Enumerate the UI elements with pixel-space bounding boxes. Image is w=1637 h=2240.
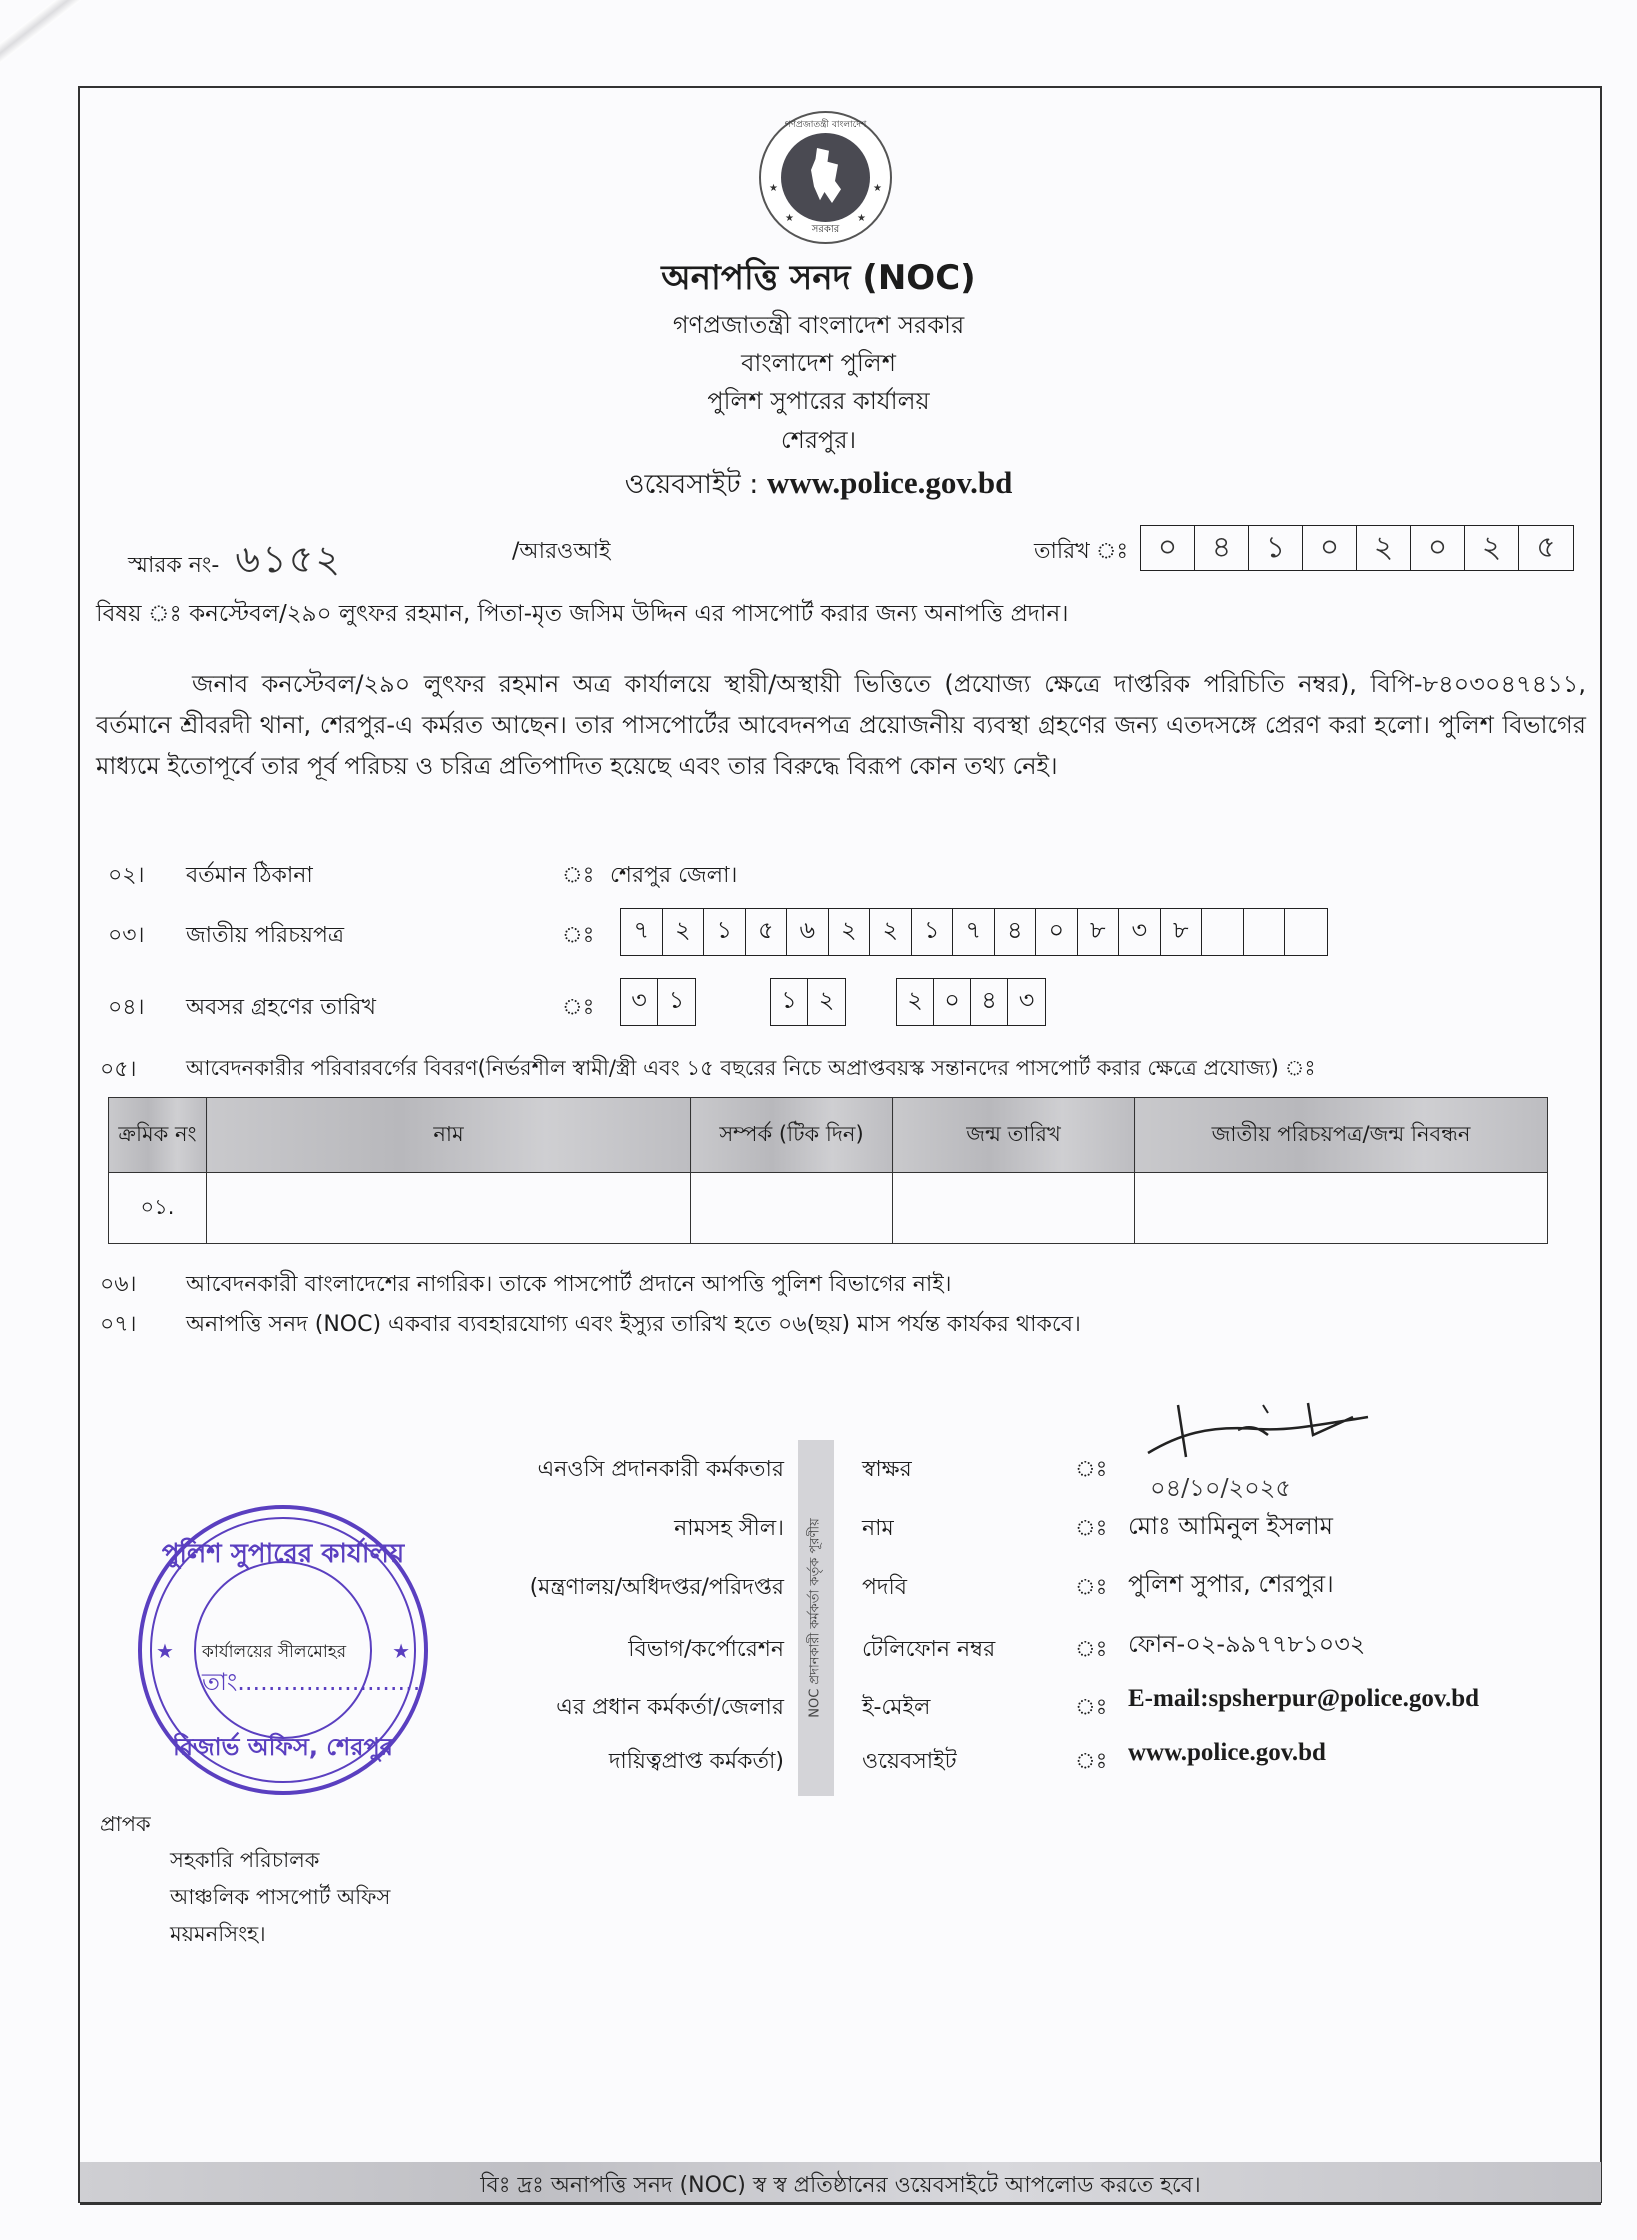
website-label: ওয়েবসাইট :	[624, 469, 767, 500]
cell-name[interactable]	[207, 1173, 691, 1244]
star-icon: ★	[873, 183, 882, 194]
recipient-line: সহকারি পরিচালক	[170, 1848, 320, 1872]
website-url[interactable]: www.police.gov.bd	[766, 465, 1013, 500]
nid-digit	[1244, 909, 1286, 955]
memo-number-value: ৬১৫২	[235, 537, 343, 581]
date-digit: ০	[1303, 526, 1357, 570]
header-line-office: পুলিশ সুপারের কার্যালয়	[707, 387, 930, 415]
field-label-website: ওয়েবসাইট	[862, 1749, 957, 1774]
star-icon: ★	[156, 1639, 174, 1663]
note-text: আবেদনকারী বাংলাদেশের নাগরিক। তাকে পাসপোর্ট প্রদানে আপত্তি পুলিশ বিভাগের নাই।	[186, 1272, 952, 1297]
date-digit: ১	[1249, 526, 1303, 570]
retirement-day-boxes	[620, 978, 696, 1026]
cell-nid[interactable]	[1135, 1173, 1548, 1244]
field-colon: ঃ	[1075, 1749, 1108, 1774]
retirement-colon: ঃ	[562, 995, 595, 1020]
retirement-month-digit: ২	[818, 986, 835, 1014]
date-digit: ২	[1357, 526, 1411, 570]
nid-digit: ৭	[621, 909, 663, 955]
col-relation: সম্পর্ক (টিক দিন)	[691, 1098, 893, 1173]
nid-digit: ১	[912, 909, 954, 955]
item-number: ০৪।	[108, 995, 145, 1020]
date-boxes	[1140, 525, 1574, 571]
seal-placeholder-label: কার্যালয়ের সীলমোহর	[202, 1642, 347, 1662]
nid-colon: ঃ	[562, 923, 595, 948]
nid-digit: ০	[1036, 909, 1078, 955]
body-paragraph	[96, 664, 1586, 787]
recipient-line: আঞ্চলিক পাসপোর্ট অফিস	[170, 1885, 391, 1909]
note-number: ০৬।	[100, 1272, 137, 1297]
retirement-year-boxes	[896, 978, 1046, 1026]
cell-dob[interactable]	[893, 1173, 1135, 1244]
date-digit: ২	[1465, 526, 1519, 570]
nid-digit: ২	[829, 909, 871, 955]
field-label-phone: টেলিফোন নম্বর	[862, 1637, 996, 1662]
field-colon: ঃ	[1075, 1575, 1108, 1600]
sig-left-line: নামসহ সীল।	[674, 1516, 784, 1541]
address-label: বর্তমান ঠিকানা	[186, 863, 313, 888]
officer-phone: ফোন-০২-৯৯৭৭৮১০৩২	[1128, 1630, 1366, 1658]
field-label-designation: পদবি	[862, 1575, 908, 1600]
retirement-year-digit: ২	[897, 979, 934, 1025]
date-digit: ০	[1411, 526, 1465, 570]
table-row	[109, 1173, 1548, 1244]
nid-digit: ২	[870, 909, 912, 955]
star-icon: ★	[857, 213, 866, 224]
family-table-header-row	[109, 1098, 1548, 1173]
retirement-year-digit: ৪	[971, 979, 1008, 1025]
field-label-name: নাম	[862, 1516, 894, 1541]
strip-text: NOC প্রদানকারী কর্মকর্তা কর্তৃক পূরণীয়	[807, 1518, 823, 1718]
signed-date: ০৪/১০/২০২৫	[1150, 1474, 1291, 1502]
address-value: শেরপুর জেলা।	[610, 863, 738, 888]
seal-bottom-text: রিজার্ভ অফিস, শেরপুর	[173, 1733, 393, 1761]
emblem-ring-bottom-text: সরকার	[811, 224, 840, 235]
field-colon: ঃ	[1075, 1637, 1108, 1662]
nid-digit: ২	[663, 909, 705, 955]
nid-digit: ৫	[746, 909, 788, 955]
col-dob: জন্ম তারিখ	[893, 1098, 1135, 1173]
nid-digit: ৮	[1161, 909, 1203, 955]
sig-left-line: এনওসি প্রদানকারী কর্মকতার	[537, 1457, 784, 1482]
retirement-day-digit: ৩	[621, 979, 658, 1025]
retirement-year-digit: ৩	[1018, 986, 1035, 1014]
star-icon: ★	[785, 213, 794, 224]
retirement-day-digit: ১	[668, 986, 685, 1014]
nid-digit: ৬	[787, 909, 829, 955]
officer-email[interactable]: E-mail:spsherpur@police.gov.bd	[1128, 1685, 1480, 1712]
retirement-month-boxes	[770, 978, 846, 1026]
retirement-label: অবসর গ্রহণের তারিখ	[186, 995, 376, 1020]
field-colon: ঃ	[1075, 1516, 1108, 1541]
date-digit: ০	[1141, 526, 1195, 570]
memo-number	[128, 530, 342, 594]
officer-fill-strip	[798, 1440, 834, 1796]
col-name: নাম	[207, 1098, 691, 1173]
signature-mark	[1138, 1395, 1378, 1465]
retirement-year-digit: ০	[934, 979, 971, 1025]
nid-boxes	[620, 908, 1328, 956]
item-number: ০৫।	[100, 1057, 137, 1082]
footer-note-band	[80, 2162, 1601, 2205]
family-label: আবেদনকারীর পরিবারবর্গের বিবরণ(নির্ভরশীল স্বামী/স্ত্রী এবং ১৫ বছরের নিচে অপ্রাপ্তবয়স্ক সন্তানদের পাসপোর্ট করার ক্ষেত্রে প্রযোজ্য) ঃ	[186, 1056, 1316, 1080]
note-text: অনাপত্তি সনদ (NOC) একবার ব্যবহারযোগ্য এবং ইস্যুর তারিখ হতে ০৬(ছয়) মাস পর্যন্ত কার্যকর থাকবে।	[186, 1312, 1081, 1337]
nid-digit: ৭	[953, 909, 995, 955]
seal-date-line: তাং........................	[202, 1668, 421, 1696]
body-text: জনাব কনস্টেবল/২৯০ লুৎফর রহমান অত্র কার্যালয়ে স্থায়ী/অস্থায়ী ভিত্তিতে (প্রযোজ্য ক্ষেত্রে দাপ্তরিক পরিচিতি নম্বর), বিপি-৮৪০৩০৪৭৪১১, বর্তমানে শ্রীবরদী থানা, শেরপুর-এ কর্মরত আছেন। তার পাসপোর্টের আবেদনপত্র প্রয়োজনীয় ব্যবস্থা গ্রহণের জন্য এতদসঙ্গে প্রেরণ করা হলো। পুলিশ বিভাগের মাধ্যমে ইতোপূর্বে তার পূর্ব পরিচয় ও চরিত্র প্রতিপাদিত হয়েছে এবং তার বিরুদ্ধে বিরূপ কোন তথ্য নেই।	[96, 670, 1586, 780]
header-line-district: শেরপুর।	[780, 426, 857, 454]
note-number: ০৭।	[100, 1312, 137, 1337]
item-number: ০২।	[108, 863, 145, 888]
star-icon: ★	[769, 183, 778, 194]
nid-digit: ৪	[995, 909, 1037, 955]
col-serial: ক্রমিক নং	[109, 1098, 207, 1173]
government-emblem	[759, 111, 892, 244]
document-title: অনাপত্তি সনদ (NOC)	[661, 258, 976, 298]
recipient-address	[170, 1842, 390, 1953]
officer-designation: পুলিশ সুপার, শেরপুর।	[1128, 1570, 1334, 1598]
field-label-email: ই-মেইল	[862, 1695, 931, 1720]
header-line-police: বাংলাদেশ পুলিশ	[741, 349, 896, 377]
sig-left-line: দায়িত্বপ্রাপ্ত কর্মকর্তা)	[608, 1749, 784, 1774]
nid-digit: ৮	[1078, 909, 1120, 955]
nid-label: জাতীয় পরিচয়পত্র	[186, 923, 345, 948]
recipient-line: ময়মনসিংহ।	[170, 1922, 266, 1946]
nid-digit	[1202, 909, 1244, 955]
date-digit: ৫	[1536, 529, 1556, 565]
family-table	[108, 1097, 1548, 1244]
memo-label: স্মারক নং-	[128, 553, 220, 578]
star-icon: ★	[392, 1639, 410, 1663]
field-colon: ঃ	[1075, 1695, 1108, 1720]
address-colon: ঃ	[562, 863, 595, 888]
nid-digit: ৩	[1119, 909, 1161, 955]
officer-website[interactable]: www.police.gov.bd	[1128, 1739, 1326, 1766]
sig-left-line: বিভাগ/কর্পোরেশন	[628, 1637, 784, 1662]
date-digit: ৪	[1195, 526, 1249, 570]
recipient-label: প্রাপক	[100, 1812, 151, 1836]
cell-relation[interactable]	[691, 1173, 893, 1244]
footer-note: বিঃ দ্রঃ অনাপত্তি সনদ (NOC) স্ব স্ব প্রতিষ্ঠানের ওয়েবসাইটে আপলোড করতে হবে।	[480, 2173, 1201, 2198]
field-label-signature: স্বাক্ষর	[862, 1457, 912, 1482]
item-number: ০৩।	[108, 923, 145, 948]
header-website	[0, 464, 1637, 509]
nid-digit	[1285, 909, 1327, 955]
date-label: তারিখ ঃ	[1034, 539, 1129, 564]
emblem-ring-top-text: গণপ্রজাতন্ত্রী বাংলাদেশ	[784, 120, 867, 130]
memo-suffix: /আরওআই	[512, 539, 611, 564]
retirement-month-digit: ১	[771, 979, 808, 1025]
sig-left-line: (মন্ত্রণালয়/অধিদপ্তর/পরিদপ্তর	[529, 1575, 784, 1600]
officer-name: মোঃ আমিনুল ইসলাম	[1128, 1512, 1333, 1540]
cell-serial: ০১.	[109, 1173, 207, 1244]
emblem-inner-disc	[781, 133, 870, 222]
nid-digit: ১	[704, 909, 746, 955]
bangladesh-map-icon	[811, 148, 841, 203]
header-line-government: গণপ্রজাতন্ত্রী বাংলাদেশ সরকার	[672, 311, 965, 339]
subject-line: বিষয় ঃ কনস্টেবল/২৯০ লুৎফর রহমান, পিতা-মৃত জসিম উদ্দিন এর পাসপোর্ট করার জন্য অনাপত্তি প্রদান।	[96, 601, 1069, 627]
col-nid: জাতীয় পরিচয়পত্র/জন্ম নিবন্ধন	[1135, 1098, 1548, 1173]
sig-left-line: এর প্রধান কর্মকর্তা/জেলার	[556, 1695, 784, 1720]
seal-top-text: পুলিশ সুপারের কার্যালয়	[161, 1539, 405, 1569]
field-colon: ঃ	[1075, 1457, 1108, 1482]
